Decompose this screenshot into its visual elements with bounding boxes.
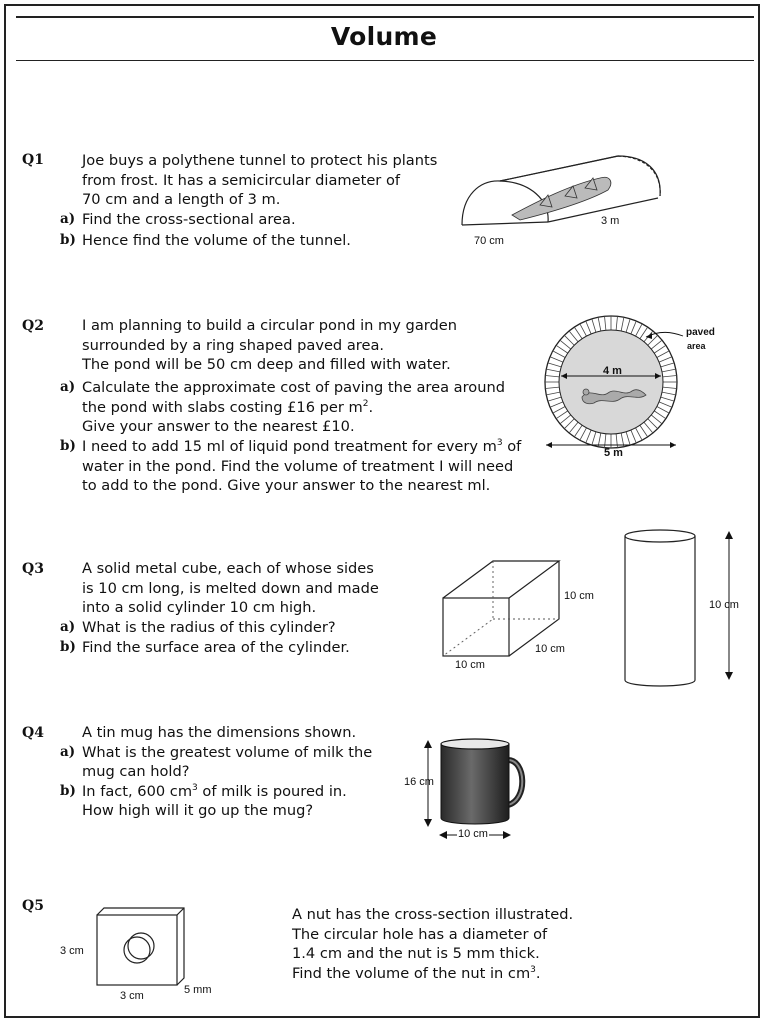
q3-stem-line-1: A solid metal cube, each of whose sides: [82, 560, 374, 577]
q4-part-b-line-1-end: of milk is poured in.: [197, 783, 347, 800]
q2-part-b-line-2: water in the pond. Find the volume of treatment I will need: [82, 458, 514, 475]
q1-part-b-label: b): [60, 232, 76, 248]
question-number-q3: Q3: [22, 561, 44, 577]
q2-part-b-line-1-end: of: [502, 438, 522, 455]
q2-part-a-line-2-end: .: [368, 399, 374, 416]
q1-stem-line-1: Joe buys a polythene tunnel to protect his plants: [82, 152, 438, 169]
q2-stem-line-3: The pond will be 50 cm deep and filled with water.: [82, 356, 451, 373]
cylinder-height-label: 10 cm: [709, 599, 739, 611]
q1-stem-line-3: 70 cm and a length of 3 m.: [82, 191, 281, 208]
mug-diameter-label: 10 cm: [458, 828, 488, 840]
q4-superscript-3: 3: [192, 783, 198, 794]
q2-part-b-line-1-text: I need to add 15 ml of liquid pond treatment for every m: [82, 438, 497, 455]
pond-diameter-label: 4 m: [603, 365, 622, 377]
page-title: Volume: [330, 22, 438, 51]
mug-height-label: 16 cm: [404, 776, 434, 788]
q5-superscript-3: 3: [530, 965, 536, 976]
q1-part-a-text: Find the cross-sectional area.: [82, 211, 296, 228]
paved-label: paved: [686, 327, 715, 338]
q5-line-3: 1.4 cm and the nut is 5 mm thick.: [292, 945, 540, 962]
q3-part-a-label: a): [60, 619, 76, 635]
question-number-q5: Q5: [22, 898, 44, 914]
q4-part-b-line-1-text: In fact, 600 cm: [82, 783, 193, 800]
q2-part-b-label: b): [60, 438, 76, 454]
cube-width-label: 10 cm: [455, 659, 485, 671]
area-label: area: [687, 341, 706, 351]
q4-part-a-line-1: What is the greatest volume of milk the: [82, 744, 373, 761]
q2-superscript-2: 2: [362, 399, 369, 410]
q3-part-b-label: b): [60, 639, 76, 655]
q3-stem-line-3: into a solid cylinder 10 cm high.: [82, 599, 317, 616]
q2-part-a-label: a): [60, 379, 76, 395]
q2-part-a-line-1: Calculate the approximate cost of paving the area around: [82, 379, 505, 396]
cube-depth-label: 10 cm: [535, 643, 565, 655]
q2-stem-line-2: surrounded by a ring shaped paved area.: [82, 337, 385, 354]
q2-stem-line-1: I am planning to build a circular pond in my garden: [82, 317, 457, 334]
question-number-q4: Q4: [22, 725, 44, 741]
q4-part-a-line-2: mug can hold?: [82, 763, 190, 780]
nut-thickness-label: 5 mm: [184, 984, 212, 996]
nut-height-label: 3 cm: [60, 945, 84, 957]
q4-part-a-label: a): [60, 744, 76, 760]
q4-stem-line-1: A tin mug has the dimensions shown.: [82, 724, 357, 741]
q3-part-a-text: What is the radius of this cylinder?: [82, 619, 336, 636]
q1-part-b-text: Hence find the volume of the tunnel.: [82, 232, 351, 249]
tunnel-length-label: 3 m: [601, 215, 620, 227]
q2-part-b-line-3: to add to the pond. Give your answer to the nearest ml.: [82, 477, 491, 494]
q3-part-b-text: Find the surface area of the cylinder.: [82, 639, 350, 656]
q5-line-2: The circular hole has a diameter of: [292, 926, 548, 943]
tunnel-diameter-label: 70 cm: [474, 235, 504, 247]
q5-line-4-end: .: [535, 965, 541, 982]
q1-part-a-label: a): [60, 211, 76, 227]
cube-height-label: 10 cm: [564, 590, 594, 602]
outer-diameter-label: 5 m: [604, 447, 623, 459]
q4-part-b-line-2: How high will it go up the mug?: [82, 802, 314, 819]
q5-line-1: A nut has the cross-section illustrated.: [292, 906, 574, 923]
q5-line-4-text: Find the volume of the nut in cm: [292, 965, 531, 982]
q3-stem-line-2: is 10 cm long, is melted down and made: [82, 580, 379, 597]
nut-width-label: 3 cm: [120, 990, 144, 1002]
q4-part-b-label: b): [60, 783, 76, 799]
question-number-q1: Q1: [22, 152, 44, 168]
q2-part-a-line-3: Give your answer to the nearest £10.: [82, 418, 355, 435]
q1-stem-line-2: from frost. It has a semicircular diameter of: [82, 172, 401, 189]
q2-part-a-line-2-text: the pond with slabs costing £16 per m: [82, 399, 363, 416]
question-number-q2: Q2: [22, 318, 44, 334]
q2-superscript-3: 3: [496, 438, 503, 449]
